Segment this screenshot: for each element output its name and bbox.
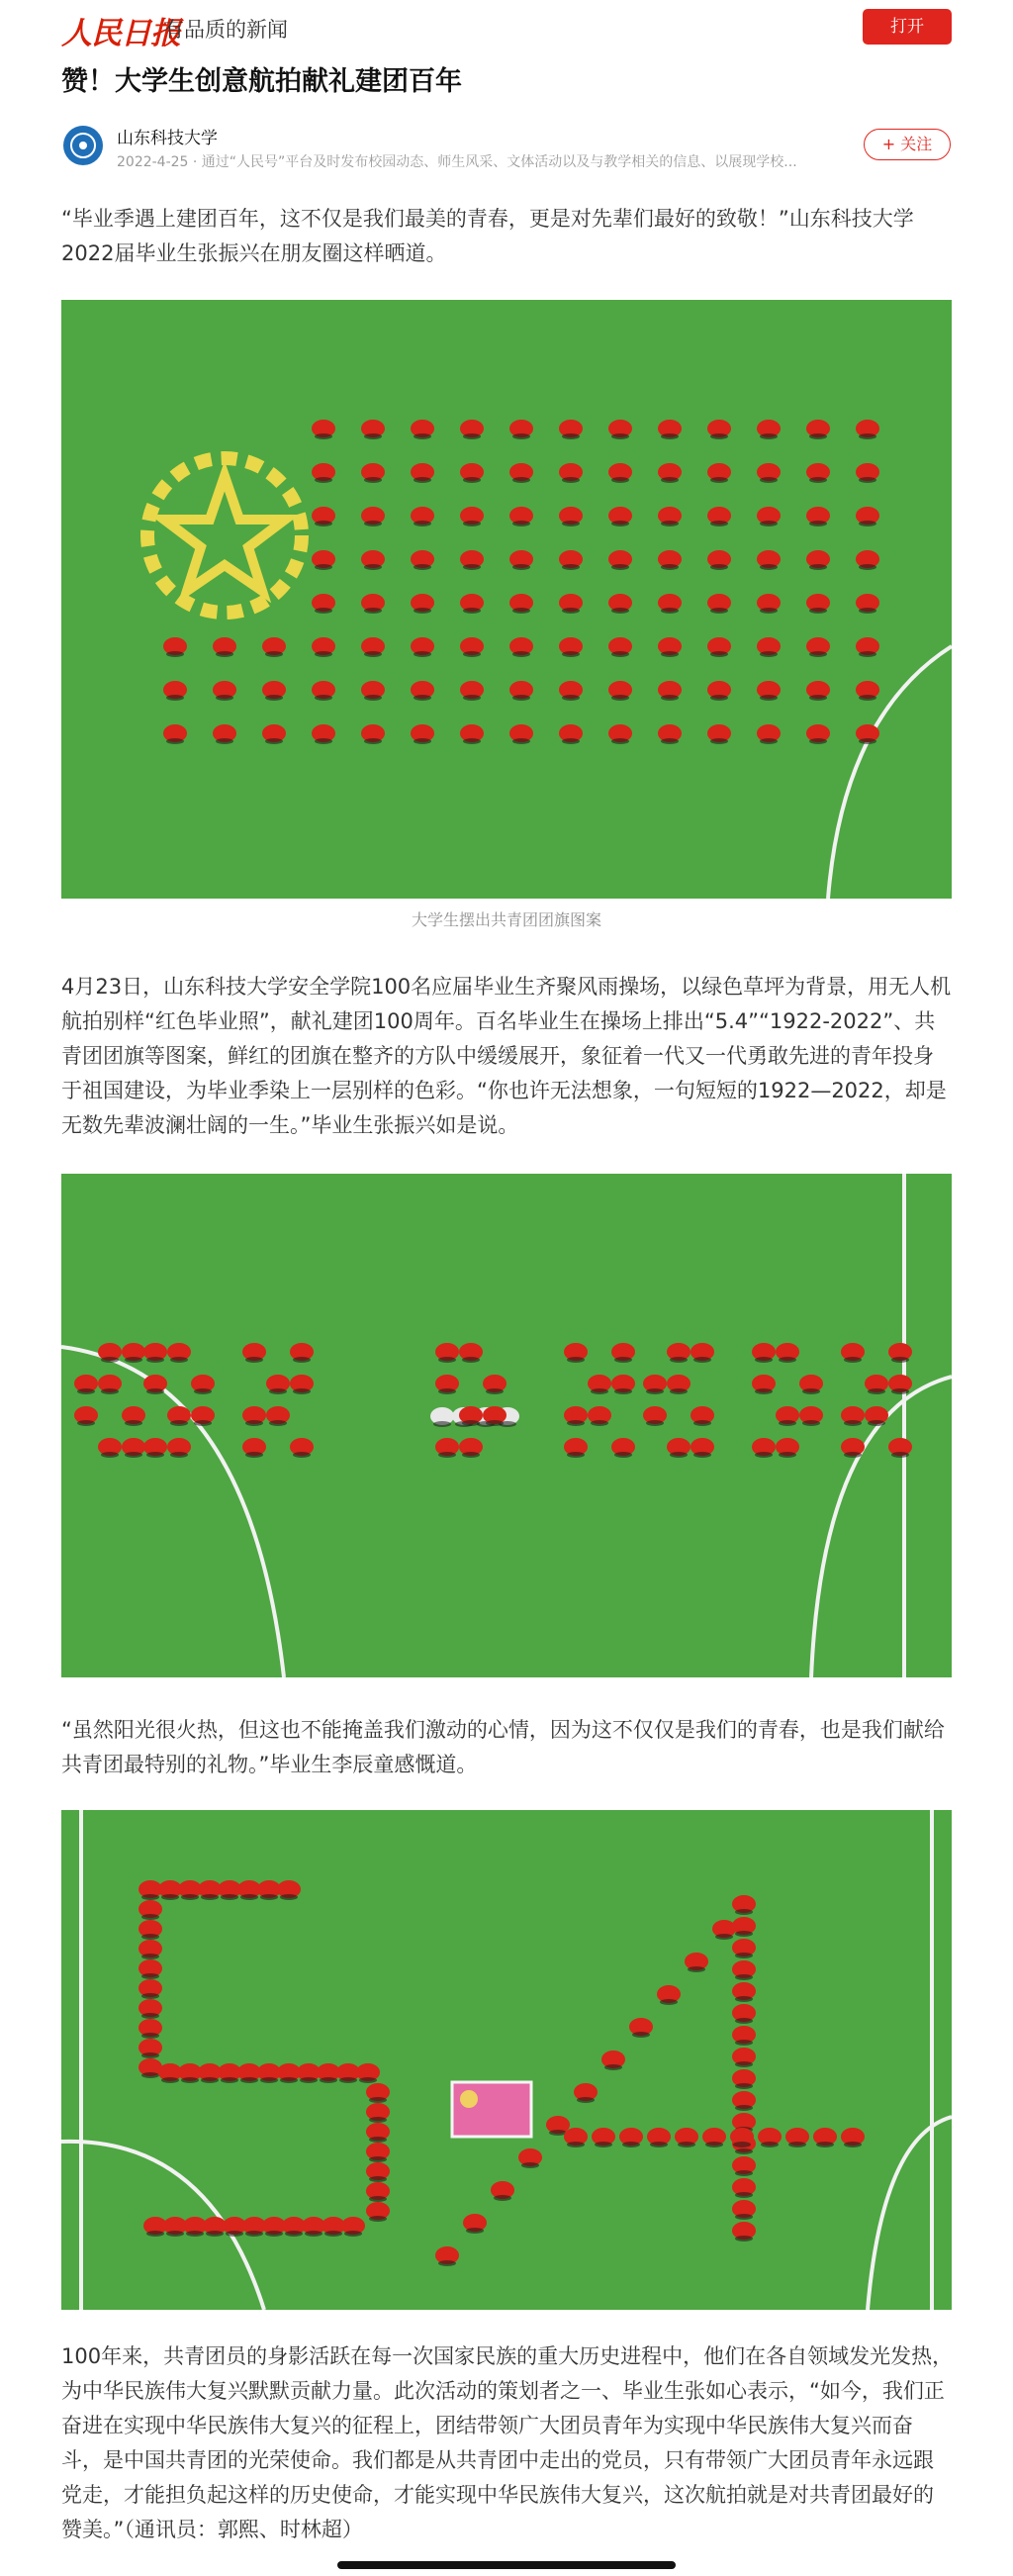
article-paragraph: 4月23日，山东科技大学安全学院100名应届毕业生齐聚风雨操场，以绿色草坪为背景，用无人机航拍别样“红色毕业照”，献礼建团100周年。百名毕业生在操场上排出“5.4”“1922-2022”、共青团团旗等图案，鲜红的团旗在整齐的方队中缓缓展开，象征着一代又一代勇敢先进的青年投身于祖国建设，为毕业季染上一层别样的色彩。“你也许无法想象，一句短短的1922—2022，却是无数先辈波澜壮阔的一生。”毕业生张振兴如是说。 — [61, 975, 952, 1137]
drone-photo-5-4 — [61, 1810, 952, 2310]
drone-photo-flag — [61, 300, 952, 899]
article-title: 赞！大学生创意航拍献礼建团百年 — [61, 66, 462, 97]
author-meta: 2022-4-25 · 通过“人民号”平台及时发布校园动态、师生风采、文体活动以及与教学相关的信息、以展现学校... — [117, 154, 797, 170]
open-app-button[interactable]: 打开 — [863, 9, 952, 45]
article-photo-5-4[interactable] — [61, 1810, 952, 2310]
drone-photo-numbers — [61, 1174, 952, 1677]
follow-button[interactable]: + 关注 — [864, 129, 951, 160]
app-logo[interactable]: 人民日报 — [61, 16, 180, 51]
photo-caption: 大学生摆出共青团团旗图案 — [411, 910, 601, 929]
article-photo-flag[interactable] — [61, 300, 952, 899]
article-paragraph: 100年来，共青团员的身影活跃在每一次国家民族的重大历史进程中，他们在各自领域发光发热，为中华民族伟大复兴默默贡献力量。此次活动的策划者之一、毕业生张如心表示，“如今，我们正奋进在实现中华民族伟大复兴的征程上，团结带领广大团员青年为实现中华民族伟大复兴而奋斗，是中国共青团的光荣使命。我们都是从共青团中走出的党员，只有带领广大团员青年永远跟党走，才能担负起这样的历史使命，才能实现中华民族伟大复兴，这次航拍就是对共青团最好的赞美。”（通讯员：郭熙、时林超） — [61, 2344, 954, 2541]
top-bar — [0, 0, 1013, 53]
article-photo-1922-2022[interactable] — [61, 1174, 952, 1677]
author-avatar[interactable] — [63, 126, 103, 165]
app-slogan: 有品质的新闻 — [163, 18, 288, 42]
author-name[interactable]: 山东科技大学 — [117, 129, 218, 148]
home-indicator — [337, 2561, 676, 2569]
article-paragraph: “毕业季遇上建团百年，这不仅是我们最美的青春，更是对先辈们最好的致敬！”山东科技大学2022届毕业生张振兴在朋友圈这样晒道。 — [61, 207, 914, 265]
article-paragraph: “虽然阳光很火热，但这也不能掩盖我们激动的心情，因为这不仅仅是我们的青春，也是我们献给共青团最特别的礼物。”毕业生李辰童感慨道。 — [61, 1718, 945, 1776]
